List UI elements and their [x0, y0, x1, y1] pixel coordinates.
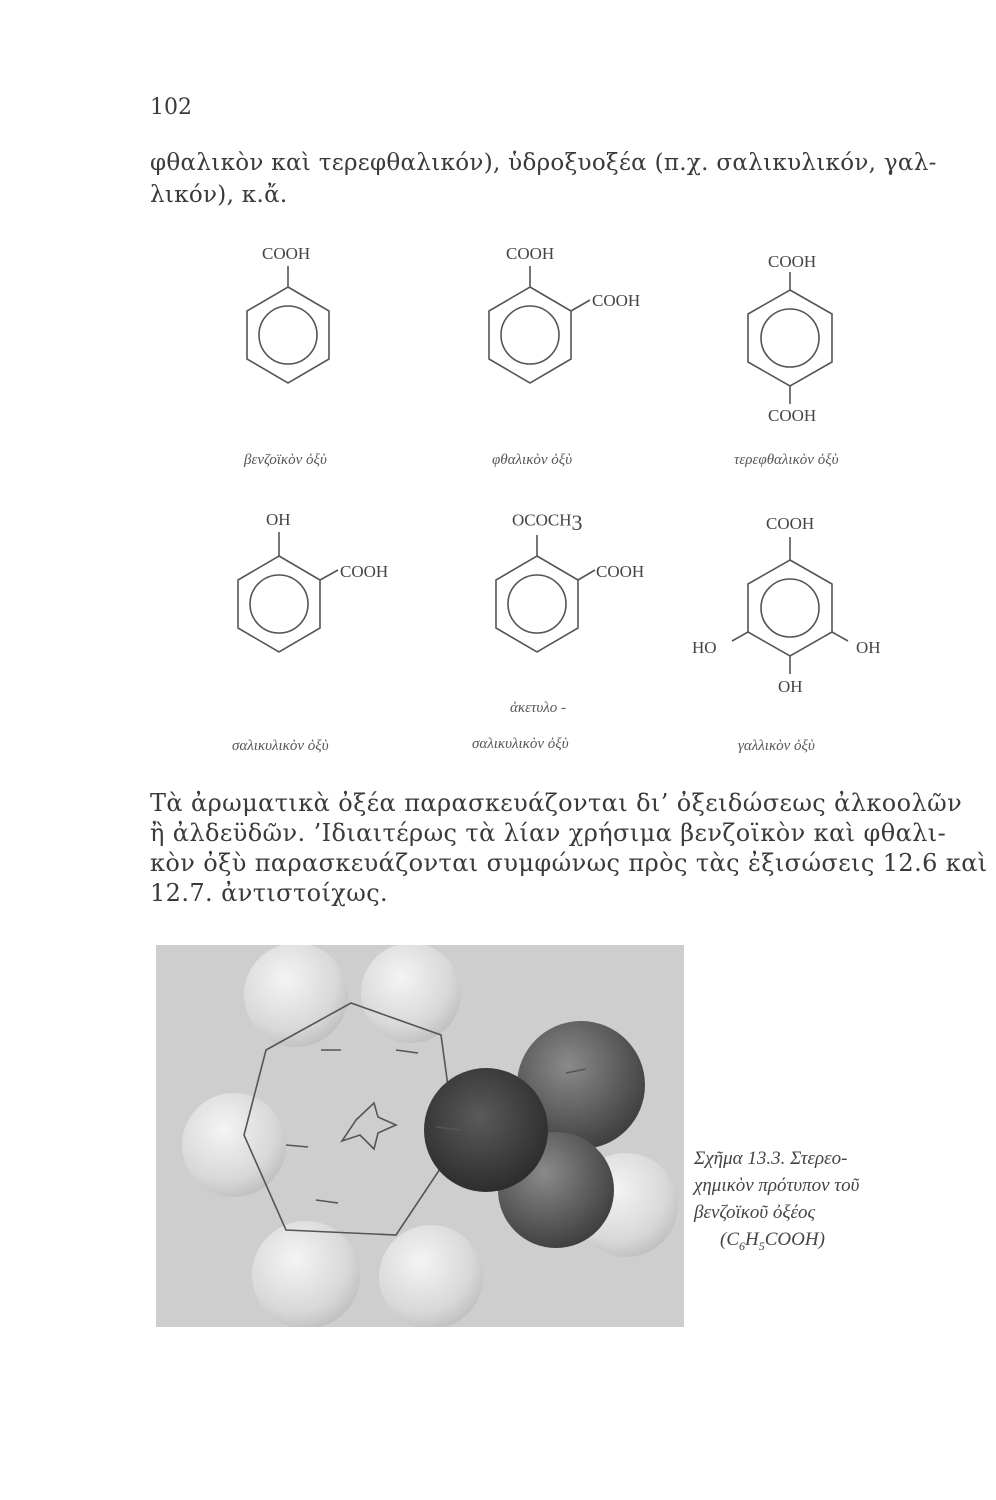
salicylic-acid-structure — [238, 532, 338, 652]
acetylsalicylic-acid-structure — [496, 535, 595, 652]
intro-text-line2: λικόν), κ.ἄ. — [150, 182, 288, 208]
acetylsalicylic-ococh3-label: $OCOCH_3$ — [512, 510, 583, 535]
benzoic-cooh-label: COOH — [262, 244, 311, 263]
gallic-oh-right-label: OH — [856, 638, 881, 657]
phthalic-acid-name: φθαλικὸν ὀξὺ — [492, 452, 573, 468]
terephthalic-cooh-bottom-label: COOH — [768, 406, 817, 425]
gallic-ho-label: HO — [692, 638, 717, 657]
caption-line2: χημικὸν πρότυπον τοῦ — [694, 1175, 860, 1196]
paragraph-line2: ἢ ἀλδεϋδῶν. ’Ιδιαιτέρως τὰ λίαν χρήσιμα βενζοϊκὸν καὶ φθαλι- — [150, 819, 947, 847]
terephthalic-acid-name: τερεφθαλικὸν ὀξὺ — [734, 452, 839, 468]
benzoic-acid-name: βενζοϊκὸν ὀξὺ — [244, 452, 327, 468]
acetylsalicylic-acid-name-line1: ἀκετυλο - — [510, 700, 566, 716]
gallic-acid-structure — [732, 537, 848, 674]
gallic-oh-bottom-label: OH — [778, 677, 803, 696]
paragraph-line3: κὸν ὀξὺ παρασκευάζονται συμφώνως πρὸς τὰς ἐξισώσεις 12.6 καὶ — [150, 849, 988, 877]
figure-caption — [694, 1145, 859, 1260]
caption-line1: Σχῆμα 13.3. Στερεο- — [694, 1148, 848, 1169]
body-paragraph — [150, 788, 988, 908]
benzoic-acid-model-photo — [156, 945, 684, 1327]
acetylsalicylic-cooh-label: COOH — [596, 562, 645, 581]
paragraph-line1: Τὰ ἀρωματικὰ ὀξέα παρασκευάζονται δι’ ὀξειδώσεως ἀλκοολῶν — [150, 789, 963, 817]
paragraph-line4: 12.7. ἀντιστοίχως. — [150, 879, 389, 907]
caption-formula: $(C_6H_5COOH)$ — [720, 1229, 825, 1253]
salicylic-cooh-label: COOH — [340, 562, 389, 581]
intro-text-line1: φθαλικὸν καὶ τερεφθαλικόν), ὑδροξυοξέα (π.χ. σαλικυλικόν, γαλ- — [150, 150, 937, 176]
phthalic-cooh-side-label: COOH — [592, 291, 641, 310]
salicylic-oh-label: OH — [266, 510, 291, 529]
terephthalic-acid-structure — [748, 272, 832, 404]
salicylic-acid-name: σαλικυλικὸν ὀξὺ — [232, 738, 329, 754]
phthalic-acid-structure — [489, 266, 590, 383]
page-number: 102 — [150, 95, 192, 120]
caption-line3: βενζοϊκοῦ ὀξέος — [694, 1202, 816, 1223]
acetylsalicylic-acid-name-line2: σαλικυλικὸν ὀξὺ — [472, 736, 569, 752]
gallic-cooh-label: COOH — [766, 514, 815, 533]
terephthalic-cooh-top-label: COOH — [768, 252, 817, 271]
benzoic-acid-structure — [247, 266, 329, 383]
gallic-acid-name: γαλλικὸν ὀξὺ — [738, 738, 815, 754]
phthalic-cooh-top-label: COOH — [506, 244, 555, 263]
